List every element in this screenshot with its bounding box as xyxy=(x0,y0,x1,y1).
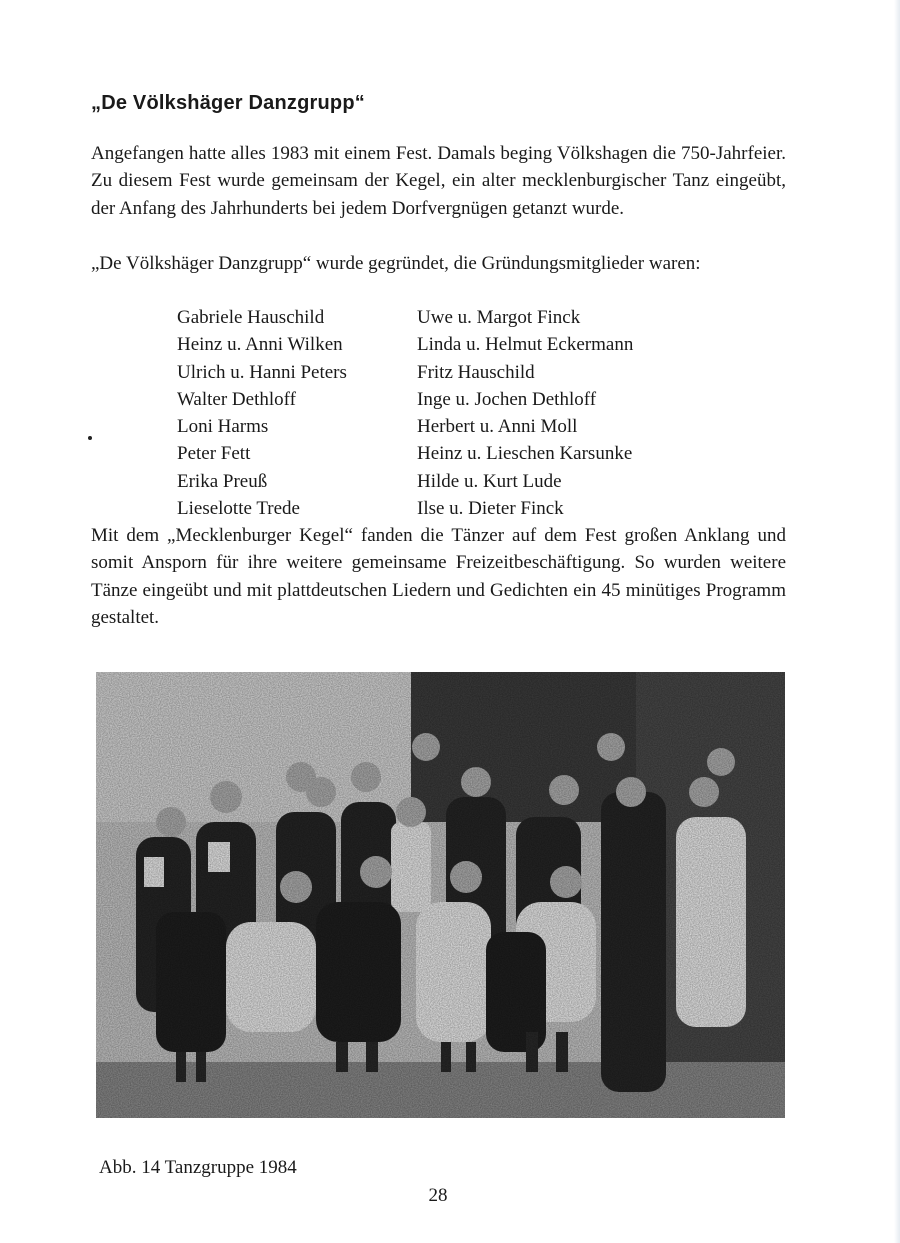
member-row xyxy=(177,331,697,358)
page-edge xyxy=(894,0,900,1243)
member-name: Hilde u. Kurt Lude xyxy=(417,470,562,492)
member-name: Peter Fett xyxy=(177,443,251,465)
member-name: Erika Preuß xyxy=(177,470,268,492)
member-row xyxy=(177,304,697,331)
member-name: Heinz u. Lieschen Karsunke xyxy=(417,443,633,465)
member-name: Uwe u. Margot Finck xyxy=(417,307,581,328)
group-photo xyxy=(96,672,785,1118)
member-row xyxy=(177,359,697,386)
founding-paragraph: „De Völkshäger Danzgrupp“ wurde gegründet, die Gründungsmitglieder waren: xyxy=(91,253,701,274)
member-row xyxy=(177,495,697,522)
closing-paragraph: Mit dem „Mecklenburger Kegel“ fanden die Tänzer auf dem Fest großen Anklang und somit Ansporn für ihre weitere gemeinsame Freizeitbeschäftigung. So wurden weitere Tänze eingeübt und mit plattdeutschen Liedern und Gedichten ein 45 minütiges Programm gestaltet. xyxy=(91,525,786,628)
member-row xyxy=(177,386,697,413)
stray-mark xyxy=(88,436,92,440)
figure-caption: Abb. 14 Tanzgruppe 1984 xyxy=(99,1157,297,1178)
member-name: Heinz u. Anni Wilken xyxy=(177,334,343,356)
page-number: 28 xyxy=(428,1185,448,1206)
member-name: Gabriele Hauschild xyxy=(177,307,325,328)
founding-members-list xyxy=(177,304,697,522)
intro-paragraph: Angefangen hatte alles 1983 mit einem Fest. Damals beging Völkshagen die 750-Jahrfeier. Zu diesem Fest wurde gemeinsam der Kegel, ein alter mecklenburgischer Tanz eingeübt, der Anfang des Jahrhunderts bei jedem Dorfvergnügen getanzt wurde. xyxy=(91,143,786,219)
member-row xyxy=(177,468,697,495)
member-name: Walter Dethloff xyxy=(177,388,296,410)
member-name: Linda u. Helmut Eckermann xyxy=(417,334,634,356)
member-row xyxy=(177,440,697,467)
member-name: Fritz Hauschild xyxy=(417,361,535,383)
member-name: Lieselotte Trede xyxy=(177,498,300,520)
member-name: Ulrich u. Hanni Peters xyxy=(177,361,347,383)
member-name: Ilse u. Dieter Finck xyxy=(417,498,564,520)
page-title: „De Völkshäger Danzgrupp“ xyxy=(91,92,365,114)
member-name: Loni Harms xyxy=(177,416,269,438)
member-name: Herbert u. Anni Moll xyxy=(417,416,578,438)
member-row xyxy=(177,413,697,440)
member-name: Inge u. Jochen Dethloff xyxy=(417,388,597,410)
